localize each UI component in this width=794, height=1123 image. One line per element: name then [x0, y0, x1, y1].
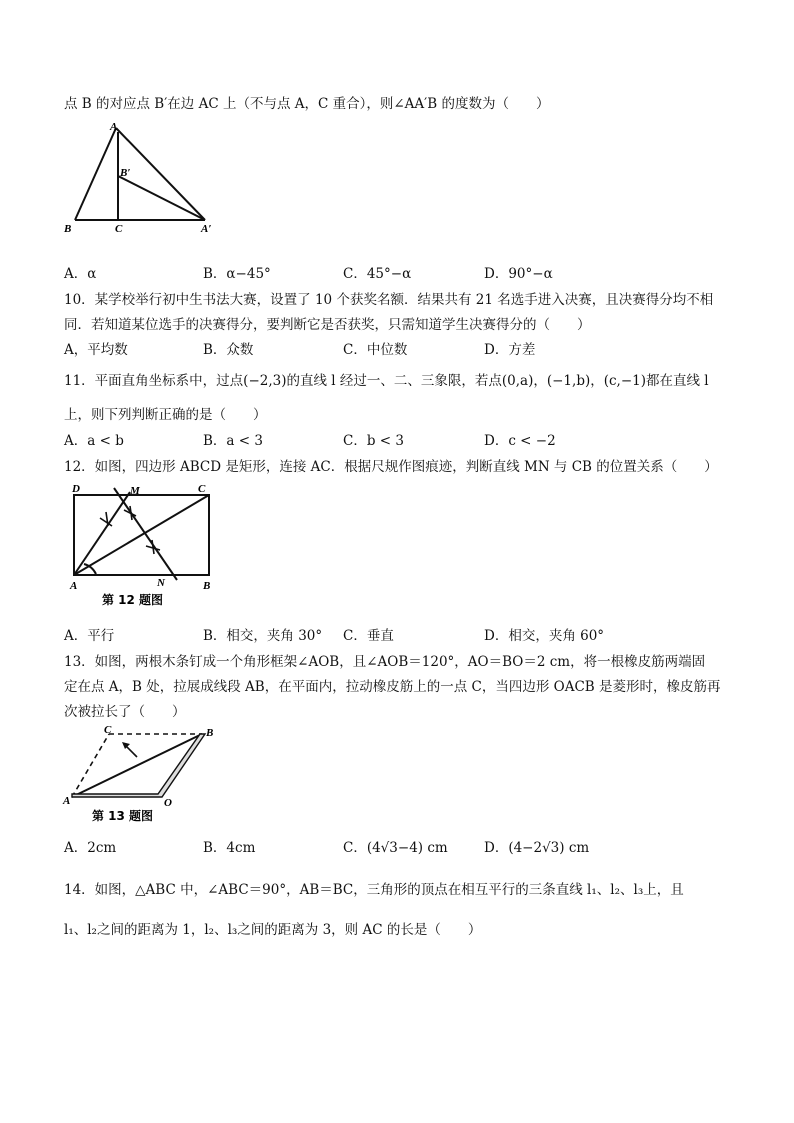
q10-option-b[interactable]: B．众数: [203, 342, 254, 358]
q13-stem-line1: 13．如图，两根木条钉成一个角形框架∠AOB，且∠AOB＝120°，AO＝BO＝2 cm，将一根橡皮筋两端固: [64, 654, 706, 670]
q10-option-a[interactable]: A，平均数: [64, 342, 128, 358]
q12-mark-1: [100, 512, 112, 526]
q12-label-d: D: [72, 483, 80, 495]
q9-label-ap: A′: [201, 223, 212, 235]
q12-figure: [62, 480, 222, 615]
q13-figure: [62, 722, 222, 830]
q13-label-o: O: [164, 797, 172, 809]
q14-stem-line1: 14．如图，△ABC 中，∠ABC＝90°，AB＝BC，三角形的顶点在相互平行的三条直线 l₁、l₂、l₃上，且: [64, 882, 684, 898]
q10-option-c[interactable]: C．中位数: [343, 342, 408, 358]
q12-stem: 12．如图，四边形 ABCD 是矩形，连接 AC．根据尺规作图痕迹，判断直线 MN 与 CB 的位置关系（ ）: [64, 459, 718, 475]
q9-edge-bpa: [118, 176, 205, 220]
q12-label-m: M: [130, 485, 140, 497]
q12-label-a: A: [70, 580, 78, 592]
q9-label-a: A: [110, 121, 118, 133]
q11-option-c[interactable]: C．b < 3: [343, 433, 404, 449]
q11-option-a[interactable]: A．a < b: [64, 433, 124, 449]
q11-option-d[interactable]: D．c < −2: [484, 433, 556, 449]
q14-stem-line2: l₁、l₂之间的距离为 1，l₂、l₃之间的距离为 3，则 AC 的长是（ ）: [64, 922, 482, 938]
q13-label-c: C: [104, 724, 112, 736]
q9-option-b[interactable]: B．α−45°: [203, 266, 271, 282]
q12-label-b: B: [203, 580, 211, 592]
q9-option-c[interactable]: C．45°−α: [343, 266, 412, 282]
q12-option-b[interactable]: B．相交，夹角 30°: [203, 628, 323, 644]
q12-option-c[interactable]: C．垂直: [343, 628, 394, 644]
q10-option-d[interactable]: D．方差: [484, 342, 536, 358]
q9-label-c: C: [115, 223, 123, 235]
q11-option-b[interactable]: B．a < 3: [203, 433, 263, 449]
q10-stem-line1: 10．某学校举行初中生书法大赛，设置了 10 个获奖名额．结果共有 21 名选手进入决赛，且决赛得分均不相: [64, 292, 714, 308]
q11-stem-line1: 11．平面直角坐标系中，过点(−2,3)的直线 l 经过一、二、三象限，若点(0,a)，(−1,b)，(c,−1)都在直线 l: [64, 373, 709, 389]
q13-option-d[interactable]: D．(4−2√3) cm: [484, 840, 590, 856]
q13-label-b: B: [206, 727, 214, 739]
q13-option-a[interactable]: A．2cm: [64, 840, 117, 856]
q9-option-d[interactable]: D．90°−α: [484, 266, 553, 282]
q12-diagonal-ac: [74, 495, 209, 575]
q12-label-c: C: [198, 483, 206, 495]
q13-stem-line3: 次被拉长了（ ）: [64, 704, 186, 720]
q12-line-mn: [114, 488, 177, 580]
q11-stem-line2: 上，则下列判断正确的是（ ）: [64, 407, 267, 423]
q13-label-a: A: [63, 795, 71, 807]
q12-caption: 第 12 题图: [102, 593, 164, 607]
q13-option-b[interactable]: B．4cm: [203, 840, 256, 856]
q12-option-d[interactable]: D．相交，夹角 60°: [484, 628, 605, 644]
q9-option-a[interactable]: A．α: [64, 266, 97, 282]
q12-label-n: N: [157, 577, 165, 589]
q12-option-a[interactable]: A．平行: [64, 628, 115, 644]
q9-stem: 点 B 的对应点 B′在边 AC 上（不与点 A，C 重合），则∠AA′B 的度数为（ ）: [64, 96, 550, 112]
q9-label-b: B: [64, 223, 72, 235]
q12-arc-line: [74, 492, 130, 575]
q13-stem-line2: 定在点 A，B 处，拉展成线段 AB，在平面内，拉动橡皮筋上的一点 C，当四边形 OACB 是菱形时，橡皮筋再: [64, 679, 721, 695]
q9-label-bp: B′: [120, 167, 131, 179]
q13-caption: 第 13 题图: [92, 809, 154, 823]
q13-option-c[interactable]: C．(4√3−4) cm: [343, 840, 448, 856]
q9-edge-ab: [75, 128, 116, 220]
q9-figure: [60, 118, 220, 238]
q10-stem-line2: 同．若知道某位选手的决赛得分，要判断它是否获奖，只需知道学生决赛得分的（ ）: [64, 317, 591, 333]
